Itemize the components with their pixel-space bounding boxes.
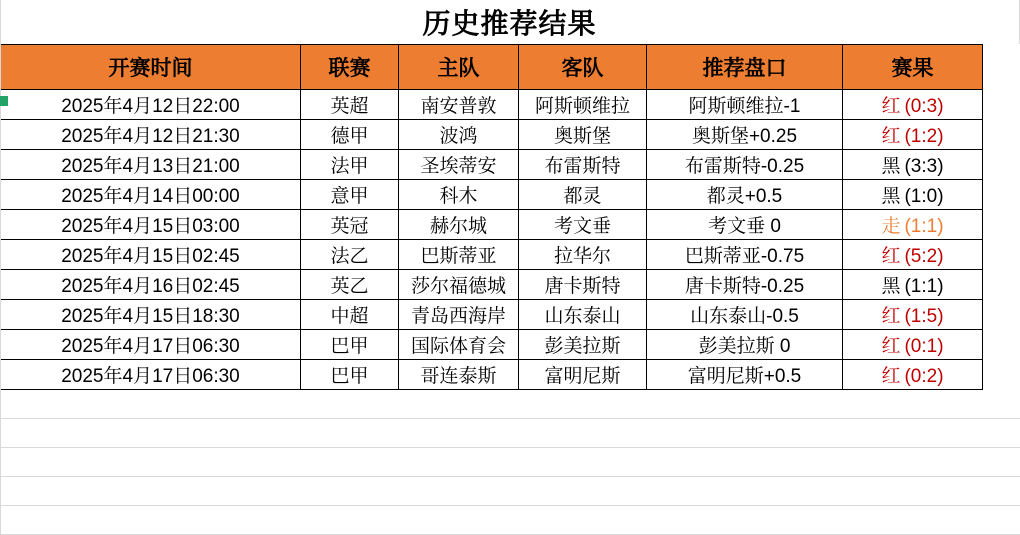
cell-pick: 布雷斯特-0.25 [647, 150, 843, 180]
cell-spacer [983, 360, 1020, 390]
result-label: 黑 [881, 186, 900, 207]
cell-time: 2025年4月12日21:30 [1, 120, 301, 150]
cell-result [843, 180, 983, 210]
cell-away-team: 都灵 [519, 180, 647, 210]
cell-pick: 富明尼斯+0.5 [647, 360, 843, 390]
cell-away-team: 奥斯堡 [519, 120, 647, 150]
title-row [0, 0, 1020, 44]
result-score: (3:3) [904, 156, 943, 177]
result-score: (1:0) [904, 186, 943, 207]
column-header-pick: 推荐盘口 [647, 45, 843, 90]
cell-away-team: 拉华尔 [519, 240, 647, 270]
empty-grid-area [0, 390, 1020, 535]
cell-spacer [983, 270, 1020, 300]
result-label: 红 [881, 306, 900, 327]
page-title: 历史推荐结果 [422, 2, 596, 42]
cell-league: 巴甲 [301, 360, 399, 390]
table-header [1, 45, 1020, 90]
result-score: (5:2) [904, 246, 943, 267]
cell-home-team: 波鸿 [399, 120, 519, 150]
cell-pick: 考文垂 0 [647, 210, 843, 240]
cell-away-team: 考文垂 [519, 210, 647, 240]
result-score: (1:1) [904, 276, 943, 297]
cell-league: 意甲 [301, 180, 399, 210]
cell-league: 英超 [301, 90, 399, 120]
result-score: (1:5) [904, 306, 943, 327]
cell-time: 2025年4月13日21:00 [1, 150, 301, 180]
result-label: 红 [881, 126, 900, 147]
cell-time: 2025年4月16日02:45 [1, 270, 301, 300]
cell-spacer [983, 90, 1020, 120]
empty-grid-row [0, 506, 1020, 535]
cell-league: 法乙 [301, 240, 399, 270]
cell-result [843, 150, 983, 180]
cell-pick: 奥斯堡+0.25 [647, 120, 843, 150]
cell-home-team: 巴斯蒂亚 [399, 240, 519, 270]
cell-result [843, 270, 983, 300]
cell-away-team: 唐卡斯特 [519, 270, 647, 300]
history-results-table [0, 44, 1020, 390]
cell-time: 2025年4月14日00:00 [1, 180, 301, 210]
cell-home-team: 青岛西海岸 [399, 300, 519, 330]
result-label: 走 [881, 216, 900, 237]
cell-away-team: 富明尼斯 [519, 360, 647, 390]
cell-pick: 山东泰山-0.5 [647, 300, 843, 330]
empty-grid-row [0, 477, 1020, 506]
cell-result [843, 90, 983, 120]
result-score: (0:1) [904, 336, 943, 357]
cell-league: 巴甲 [301, 330, 399, 360]
result-label: 黑 [881, 276, 900, 297]
table-row [1, 300, 1020, 330]
cell-time: 2025年4月15日02:45 [1, 240, 301, 270]
selection-marker-icon [0, 96, 8, 106]
cell-time: 2025年4月15日18:30 [1, 300, 301, 330]
result-label: 红 [881, 246, 900, 267]
table-row [1, 330, 1020, 360]
cell-result [843, 210, 983, 240]
cell-spacer [983, 210, 1020, 240]
table-body [1, 90, 1020, 390]
result-label: 红 [881, 336, 900, 357]
cell-league: 德甲 [301, 120, 399, 150]
table-row [1, 150, 1020, 180]
cell-time: 2025年4月12日22:00 [1, 90, 301, 120]
column-header-away: 客队 [519, 45, 647, 90]
header-row [1, 45, 1020, 90]
result-label: 红 [881, 96, 900, 117]
cell-time: 2025年4月15日03:00 [1, 210, 301, 240]
table-row [1, 270, 1020, 300]
cell-time: 2025年4月17日06:30 [1, 360, 301, 390]
table-row [1, 210, 1020, 240]
empty-grid-row [0, 448, 1020, 477]
cell-time: 2025年4月17日06:30 [1, 330, 301, 360]
empty-grid-row [0, 390, 1020, 419]
cell-pick: 唐卡斯特-0.25 [647, 270, 843, 300]
cell-spacer [983, 300, 1020, 330]
cell-pick: 都灵+0.5 [647, 180, 843, 210]
cell-home-team: 科木 [399, 180, 519, 210]
cell-away-team: 布雷斯特 [519, 150, 647, 180]
table-row [1, 90, 1020, 120]
cell-result [843, 120, 983, 150]
sheet-left-edge [0, 0, 1, 514]
cell-league: 中超 [301, 300, 399, 330]
cell-league: 英乙 [301, 270, 399, 300]
table-row [1, 360, 1020, 390]
cell-spacer [983, 240, 1020, 270]
result-score: (0:2) [904, 366, 943, 387]
cell-home-team: 圣埃蒂安 [399, 150, 519, 180]
cell-home-team: 哥连泰斯 [399, 360, 519, 390]
cell-spacer [983, 150, 1020, 180]
result-label: 红 [881, 366, 900, 387]
table-row [1, 240, 1020, 270]
cell-result [843, 300, 983, 330]
cell-home-team: 南安普敦 [399, 90, 519, 120]
result-score: (0:3) [904, 96, 943, 117]
cell-result [843, 240, 983, 270]
cell-pick: 彭美拉斯 0 [647, 330, 843, 360]
result-score: (1:2) [904, 126, 943, 147]
column-header-league: 联赛 [301, 45, 399, 90]
column-header-time: 开赛时间 [1, 45, 301, 90]
empty-grid-row [0, 419, 1020, 448]
cell-away-team: 山东泰山 [519, 300, 647, 330]
result-label: 黑 [881, 156, 900, 177]
column-header-home: 主队 [399, 45, 519, 90]
cell-spacer [983, 180, 1020, 210]
cell-league: 英冠 [301, 210, 399, 240]
column-header-result: 赛果 [843, 45, 983, 90]
cell-home-team: 国际体育会 [399, 330, 519, 360]
cell-pick: 阿斯顿维拉-1 [647, 90, 843, 120]
cell-away-team: 阿斯顿维拉 [519, 90, 647, 120]
cell-away-team: 彭美拉斯 [519, 330, 647, 360]
table-row [1, 120, 1020, 150]
cell-result [843, 330, 983, 360]
cell-spacer [983, 330, 1020, 360]
result-score: (1:1) [904, 216, 943, 237]
cell-pick: 巴斯蒂亚-0.75 [647, 240, 843, 270]
table-row [1, 180, 1020, 210]
cell-home-team: 莎尔福德城 [399, 270, 519, 300]
cell-spacer [983, 120, 1020, 150]
column-header-spacer [983, 45, 1020, 90]
cell-league: 法甲 [301, 150, 399, 180]
cell-home-team: 赫尔城 [399, 210, 519, 240]
cell-result [843, 360, 983, 390]
